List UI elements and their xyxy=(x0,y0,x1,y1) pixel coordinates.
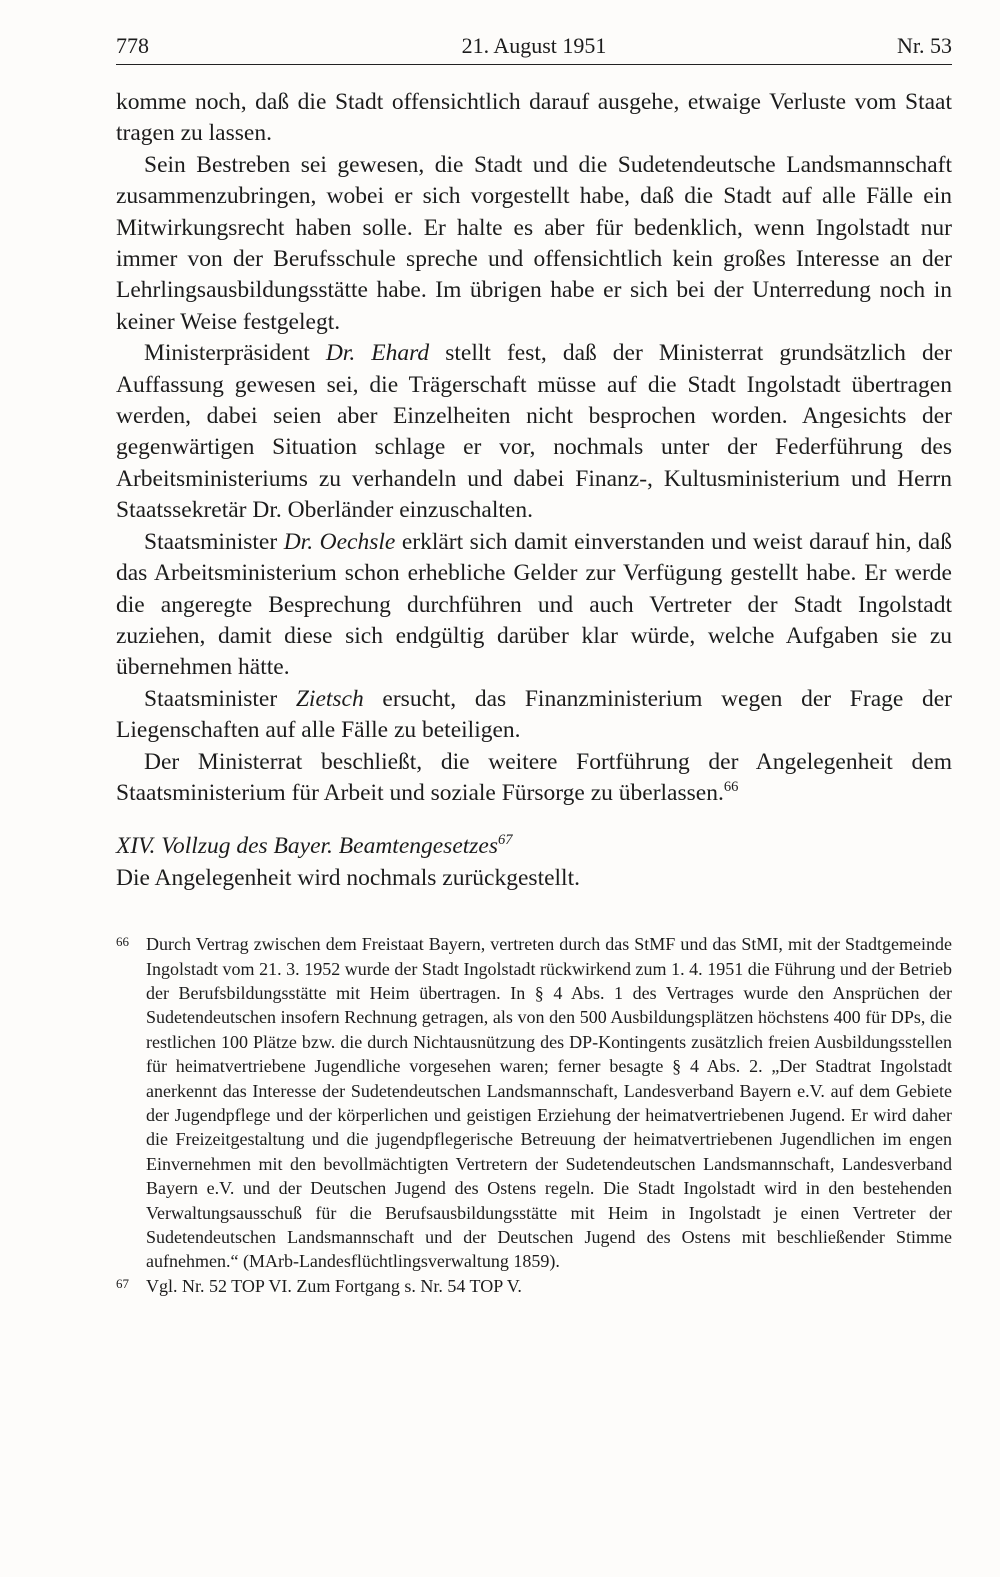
footnote-text: Durch Vertrag zwischen dem Freistaat Bayern, vertreten durch das StMF und das StMI, mit der Stadtgemeinde Ingolstadt vom 21. 3. 1952 wurde der Stadt Ingolstadt rückwirkend zum 1. 4. 1951 die Führung und der Betrieb der Berufsbildungsstätte mit Heim übertragen. In § 4 Abs. 1 des Vertrages wurde den Ansprüchen der Sudetendeutschen insofern Rechnung getragen, als von den 500 Ausbildungsplätzen höchstens 400 für DPs, die restlichen 100 Plätze bzw. die durch Nichtausnützung des DP-Kontingents zusätzlich freien Ausbildungsstellen für heimatvertriebene Jugendliche vorgesehen waren; ferner besagte § 4 Abs. 2. „Der Stadtrat Ingolstadt anerkennt das Interesse der Sudetendeutschen Landsmannschaft, Landesverband Bayern e.V. auf dem Gebiete der Jugendpflege und der körperlichen und geistigen Erziehung der heimatvertriebenen Jugend. Er wird daher die Freizeitgestaltung und die jugendpflegerische Betreuung der heimatvertriebenen Jugendlichen im engen Einvernehmen mit den bevollmächtigten Vertretern der Sudetendeutschen Landsmannschaft, Landesverband Bayern e.V. und der Deutschen Jugend des Ostens regeln. Die Stadt Ingolstadt wird in den bestehenden Verwaltungsausschuß für die Berufsausbildungsstätte mit Heim in Ingolstadt je einen Vertreter der Sudetendeutschen Landsmannschaft und der Deutschen Jugend des Ostens mit beschließender Stimme aufnehmen.“ (MArb-Landesflüchtlingsverwaltung 1859). xyxy=(146,934,952,1272)
speaker-name-oechsle: Dr. Oechsle xyxy=(283,528,396,555)
running-header xyxy=(116,28,952,65)
footnotes xyxy=(116,932,952,1298)
paragraph-3-prefix: Ministerpräsident xyxy=(144,340,326,367)
paragraph-6-text: Der Ministerrat beschließt, die weitere Fortführung der Angelegenheit dem Staatsministerium für Arbeit und soziale Fürsorge zu überlassen. xyxy=(116,748,952,806)
paragraph-5-text: ersucht, das Finanzministerium wegen der Frage der Liegenschaften auf alle Fälle zu beteiligen. xyxy=(116,685,952,744)
paragraph-1: komme noch, daß die Stadt offensichtlich darauf ausgehe, etwaige Verluste vom Staat tragen zu lassen. xyxy=(116,89,952,147)
page-number: 778 xyxy=(116,33,149,58)
paragraph-4-text: erklärt sich damit einverstanden und weist darauf hin, daß das Arbeitsministerium schon erhebliche Gelder zur Verfügung gestellt habe. Er werde die angeregte Besprechung durchführen und auch Vertreter der Stadt Ingolstadt zuziehen, damit diese sich endgültig darüber klar würde, welche Aufgaben sie zu übernehmen hätte. xyxy=(116,528,952,681)
footnote-number: 67 xyxy=(116,1275,129,1291)
section-heading xyxy=(116,831,952,862)
section-text: Die Angelegenheit wird nochmals zurückgestellt. xyxy=(116,864,580,891)
speaker-name-zietsch: Zietsch xyxy=(295,685,364,712)
document-page xyxy=(116,28,952,1298)
paragraph-4-prefix: Staatsminister xyxy=(144,528,284,555)
issue-number: Nr. 53 xyxy=(897,33,952,58)
paragraph-4 xyxy=(116,527,952,684)
main-text xyxy=(116,87,952,894)
paragraph-5 xyxy=(116,684,952,747)
header-date: 21. August 1951 xyxy=(461,33,607,58)
speaker-name-ehard: Dr. Ehard xyxy=(325,340,430,367)
paragraph-2: Sein Bestreben sei gewesen, die Stadt und die Sudetendeutsche Landsmannschaft zusammenzubringen, wobei er sich vorgestellt habe, daß die Stadt auf alle Fälle ein Mitwirkungsrecht haben solle. Er halte es aber für bedenklich, wenn Ingolstadt nur immer von der Berufsschule spreche und offensichtlich kein großes Interesse an der Lehrlingsausbildungsstätte habe. Im übrigen habe er sich bei der Unterredung noch in keiner Weise festgelegt. xyxy=(116,151,952,335)
footnote-text: Vgl. Nr. 52 TOP VI. Zum Fortgang s. Nr. 54 TOP V. xyxy=(146,1275,522,1296)
footnote-number: 66 xyxy=(116,934,129,950)
paragraph-5-prefix: Staatsminister xyxy=(144,685,296,712)
footnote-ref-66[interactable]: 66 xyxy=(723,779,739,796)
footnote-67 xyxy=(116,1274,952,1298)
paragraph-3-text: stellt fest, daß der Ministerrat grundsätzlich der Auffassung gewesen sei, die Trägerschaft müsse auf die Stadt Ingolstadt übertragen werden, dabei seien aber Einzelheiten nicht besprochen worden. Angesichts der gegenwärtigen Situation schlage er vor, nochmals unter der Federführung des Arbeitsministeriums zu verhandeln und dabei Finanz-, Kultusministerium und Herrn Staatssekretär Dr. Oberländer einzuschalten. xyxy=(116,340,952,524)
footnote-66 xyxy=(116,932,952,1274)
paragraph-6 xyxy=(116,747,952,810)
paragraph-3 xyxy=(116,338,952,526)
section-title: XIV. Vollzug des Bayer. Beamtengesetzes xyxy=(116,833,499,860)
footnote-ref-67[interactable]: 67 xyxy=(498,832,513,849)
